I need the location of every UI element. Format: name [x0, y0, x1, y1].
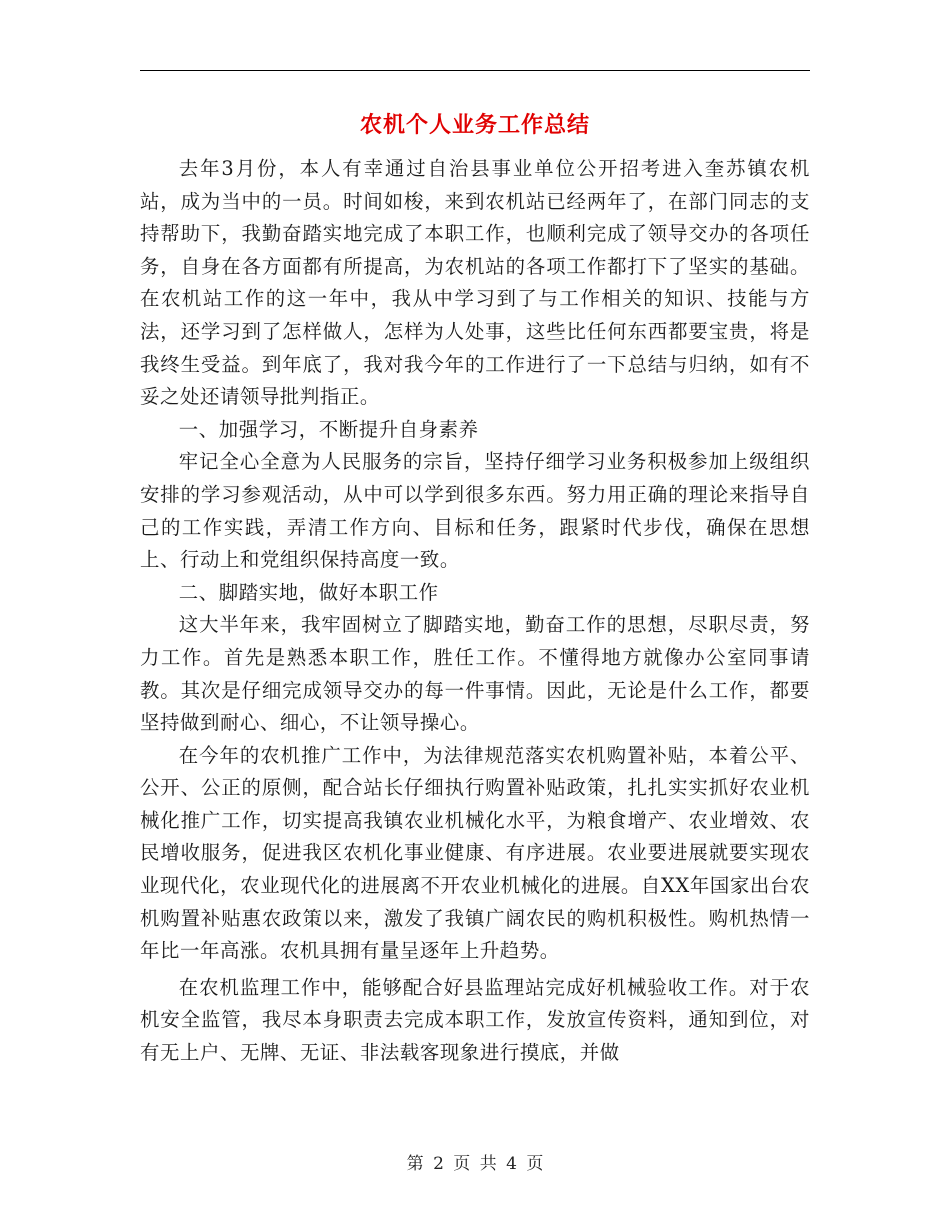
footer-total-pages: 4 — [506, 1154, 517, 1174]
footer-total-word: 共 — [479, 1154, 497, 1174]
paragraph-promotion: 在今年的农机推广工作中，为法律规范落实农机购置补贴，本着公平、公开、公正的原侧，配合站长仔细执行购置补贴政策，扎扎实实抓好农业机械化推广工作，切实提高我镇农业机械化水平，为粮食增产、农业增效、农民增收服务，促进我区农机化事业健康、有序进展。农业要进展就要实现农业现代化，农业现代化的进展离不开农业机械化的进展。自XX年国家出台农机购置补贴惠农政策以来，激发了我镇广阔农民的购机积极性。购机热情一年比一年高涨。农机具拥有量呈逐年上升趋势。 — [140, 743, 810, 963]
footer-current-page: 2 — [433, 1154, 444, 1174]
document-body — [140, 153, 810, 1070]
paragraph-study: 牢记全心全意为人民服务的宗旨，坚持仔细学习业务积极参加上级组织安排的学习参观活动，从中可以学到很多东西。努力用正确的理论来指导自己的工作实践，弄清工作方向、目标和任务，跟紧时代步伐，确保在思想上、行动上和党组织保持高度一致。 — [140, 450, 810, 572]
document-title: 农机个人业务工作总结 — [359, 112, 590, 138]
footer-prefix: 第 — [406, 1154, 424, 1174]
page-footer — [0, 1152, 950, 1176]
paragraph-intro: 去年3月份，本人有幸通过自治县事业单位公开招考进入奎苏镇农机站，成为当中的一员。时间如梭，来到农机站已经两年了，在部门同志的支持帮助下，我勤奋踏实地完成了本职工作，也顺利完成了领导交办的各项任务，自身在各方面都有所提高，为农机站的各项工作都打下了坚实的基础。在农机站工作的这一年中，我从中学习到了与工作相关的知识、技能与方法，还学习到了怎样做人，怎样为人处事，这些比任何东西都要宝贵，将是我终生受益。到年底了，我对我今年的工作进行了一下总结与归纳，如有不妥之处还请领导批判指正。 — [140, 157, 810, 409]
section-heading-1: 一、加强学习，不断提升自身素养 — [178, 417, 479, 441]
paragraph-supervision: 在农机监理工作中，能够配合好县监理站完成好机械验收工作。对于农机安全监管，我尽本身职责去完成本职工作，发放宣传资料，通知到位，对有无上户、无牌、无证、非法载客现象进行摸底，并做 — [140, 975, 810, 1065]
footer-page-word: 页 — [453, 1154, 471, 1174]
section-heading-2: 二、脚踏实地，做好本职工作 — [178, 580, 439, 604]
paragraph-duty: 这大半年来，我牢固树立了脚踏实地，勤奋工作的思想，尽职尽责，努力工作。首先是熟悉本职工作，胜任工作。不懂得地方就像办公室同事请教。其次是仔细完成领导交办的每一件事情。因此，无论是什么工作，都要坚持做到耐心、细心，不让领导操心。 — [140, 613, 810, 735]
footer-suffix: 页 — [526, 1154, 544, 1174]
header-rule — [140, 70, 810, 71]
